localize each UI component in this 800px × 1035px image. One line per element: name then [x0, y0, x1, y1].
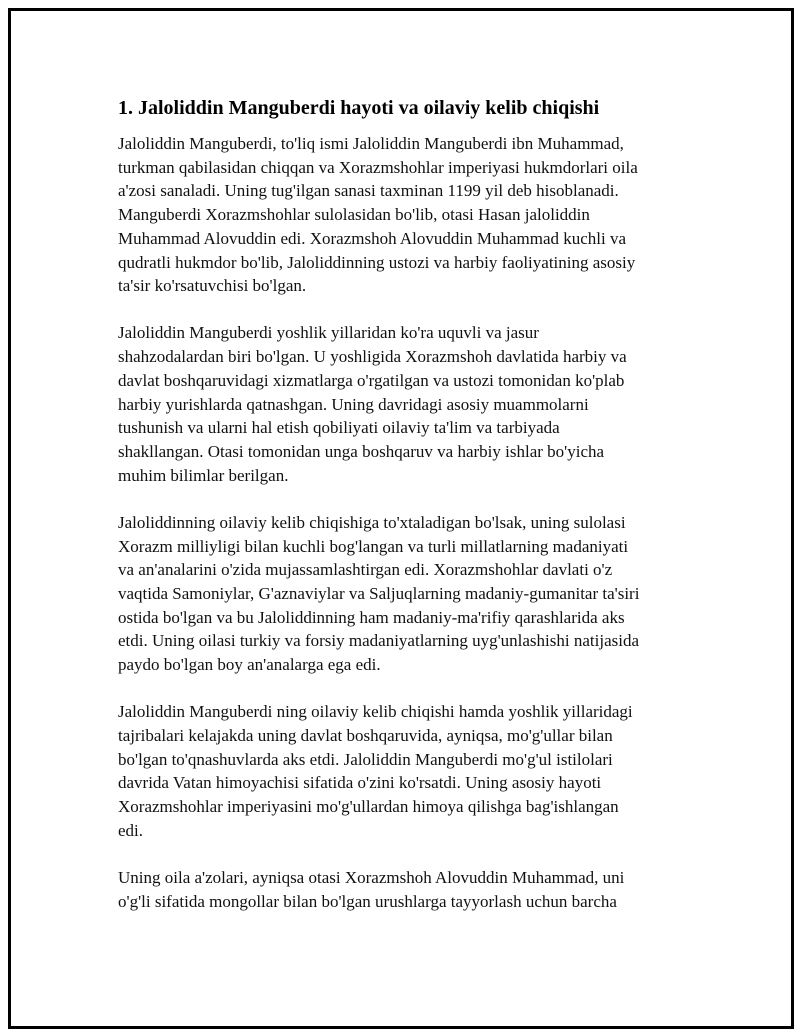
text-line: qudratli hukmdor bo'lib, Jaloliddinning ustozi va harbiy faoliyatining asosiy — [118, 252, 636, 272]
text-line: Uning oila a'zolari, ayniqsa otasi Xorazmshoh Alovuddin Muhammad, uni — [118, 867, 625, 887]
text-line: davlat boshqaruvidagi xizmatlarga o'rgatilgan va ustozi tomonidan ko'plab — [118, 370, 625, 390]
text-line: edi. — [118, 820, 144, 840]
text-line: Xorazmshohlar imperiyasini mo'g'ullardan himoya qilishga bag'ishlangan — [118, 797, 619, 817]
text-line: shakllangan. Otasi tomonidan unga boshqaruv va harbiy ishlar bo'yicha — [118, 441, 605, 461]
paragraph-4 — [118, 700, 708, 842]
text-line: Jaloliddin Manguberdi ning oilaviy kelib chiqishi hamda yoshlik yillaridagi — [118, 702, 633, 722]
paragraph-3 — [118, 511, 708, 677]
text-line: davrida Vatan himoyachisi sifatida o'zini ko'rsatdi. Uning asosiy hayoti — [118, 773, 602, 793]
text-line: va an'analarini o'zida mujassamlashtirgan edi. Xorazmshohlar davlati o'z — [118, 560, 613, 580]
text-line: o'g'li sifatida mongollar bilan bo'lgan urushlarga tayyorlash uchun barcha — [118, 891, 617, 911]
text-line: shahzodalardan biri bo'lgan. U yoshligida Xorazmshoh davlatida harbiy va — [118, 347, 627, 367]
section-heading: 1. Jaloliddin Manguberdi hayoti va oilaviy kelib chiqishi — [118, 97, 600, 119]
page-frame — [8, 8, 794, 1029]
text-line: tushunish va ularni hal etish qobiliyati oilaviy ta'lim va tarbiyada — [118, 418, 560, 438]
text-line: Jaloliddin Manguberdi, to'liq ismi Jaloliddin Manguberdi ibn Muhammad, — [118, 134, 624, 153]
paragraph-2 — [118, 321, 708, 487]
text-line: etdi. Uning oilasi turkiy va forsiy madaniyatlarning uyg'unlashishi natijasida — [118, 631, 639, 651]
text-line: ta'sir ko'rsatuvchisi bo'lgan. — [118, 276, 307, 296]
paragraph-5 — [118, 866, 708, 913]
text-line: Xorazm milliyligi bilan kuchli bog'langan va turli millatlarning madaniyati — [118, 536, 629, 556]
text-line: bo'lgan to'qnashuvlarda aks etdi. Jaloliddin Manguberdi mo'g'ul istilolari — [118, 749, 613, 769]
text-line: Jaloliddinning oilaviy kelib chiqishiga to'xtaladigan bo'lsak, uning sulolasi — [118, 512, 626, 532]
text-line: a'zosi sanaladi. Uning tug'ilgan sanasi taxminan 1199 yil deb hisoblanadi. — [118, 181, 619, 201]
text-line: vaqtida Samoniylar, G'aznaviylar va Saljuqlarning madaniy-gumanitar ta'siri — [118, 583, 640, 603]
text-line: muhim bilimlar berilgan. — [118, 465, 289, 485]
text-line: harbiy yurishlarda qatnashgan. Uning davridagi asosiy muammolarni — [118, 394, 589, 414]
text-line: ostida bo'lgan va bu Jaloliddinning ham madaniy-ma'rifiy qarashlarida aks — [118, 607, 625, 627]
text-line: turkman qabilasidan chiqqan va Xorazmshohlar imperiyasi hukmdorlari oila — [118, 157, 638, 177]
text-line: Jaloliddin Manguberdi yoshlik yillaridan ko'ra uquvli va jasur — [118, 323, 539, 343]
text-line: paydo bo'lgan boy an'analarga ega edi. — [118, 655, 381, 675]
text-line: tajribalari kelajakda uning davlat boshqaruvida, ayniqsa, mo'g'ullar bilan — [118, 725, 613, 745]
paragraph-1 — [118, 132, 708, 298]
text-line: Muhammad Alovuddin edi. Xorazmshoh Alovuddin Muhammad kuchli va — [118, 228, 627, 248]
document-body — [118, 95, 708, 937]
text-line: Manguberdi Xorazmshohlar sulolasidan bo'lib, otasi Hasan jaloliddin — [118, 205, 590, 225]
